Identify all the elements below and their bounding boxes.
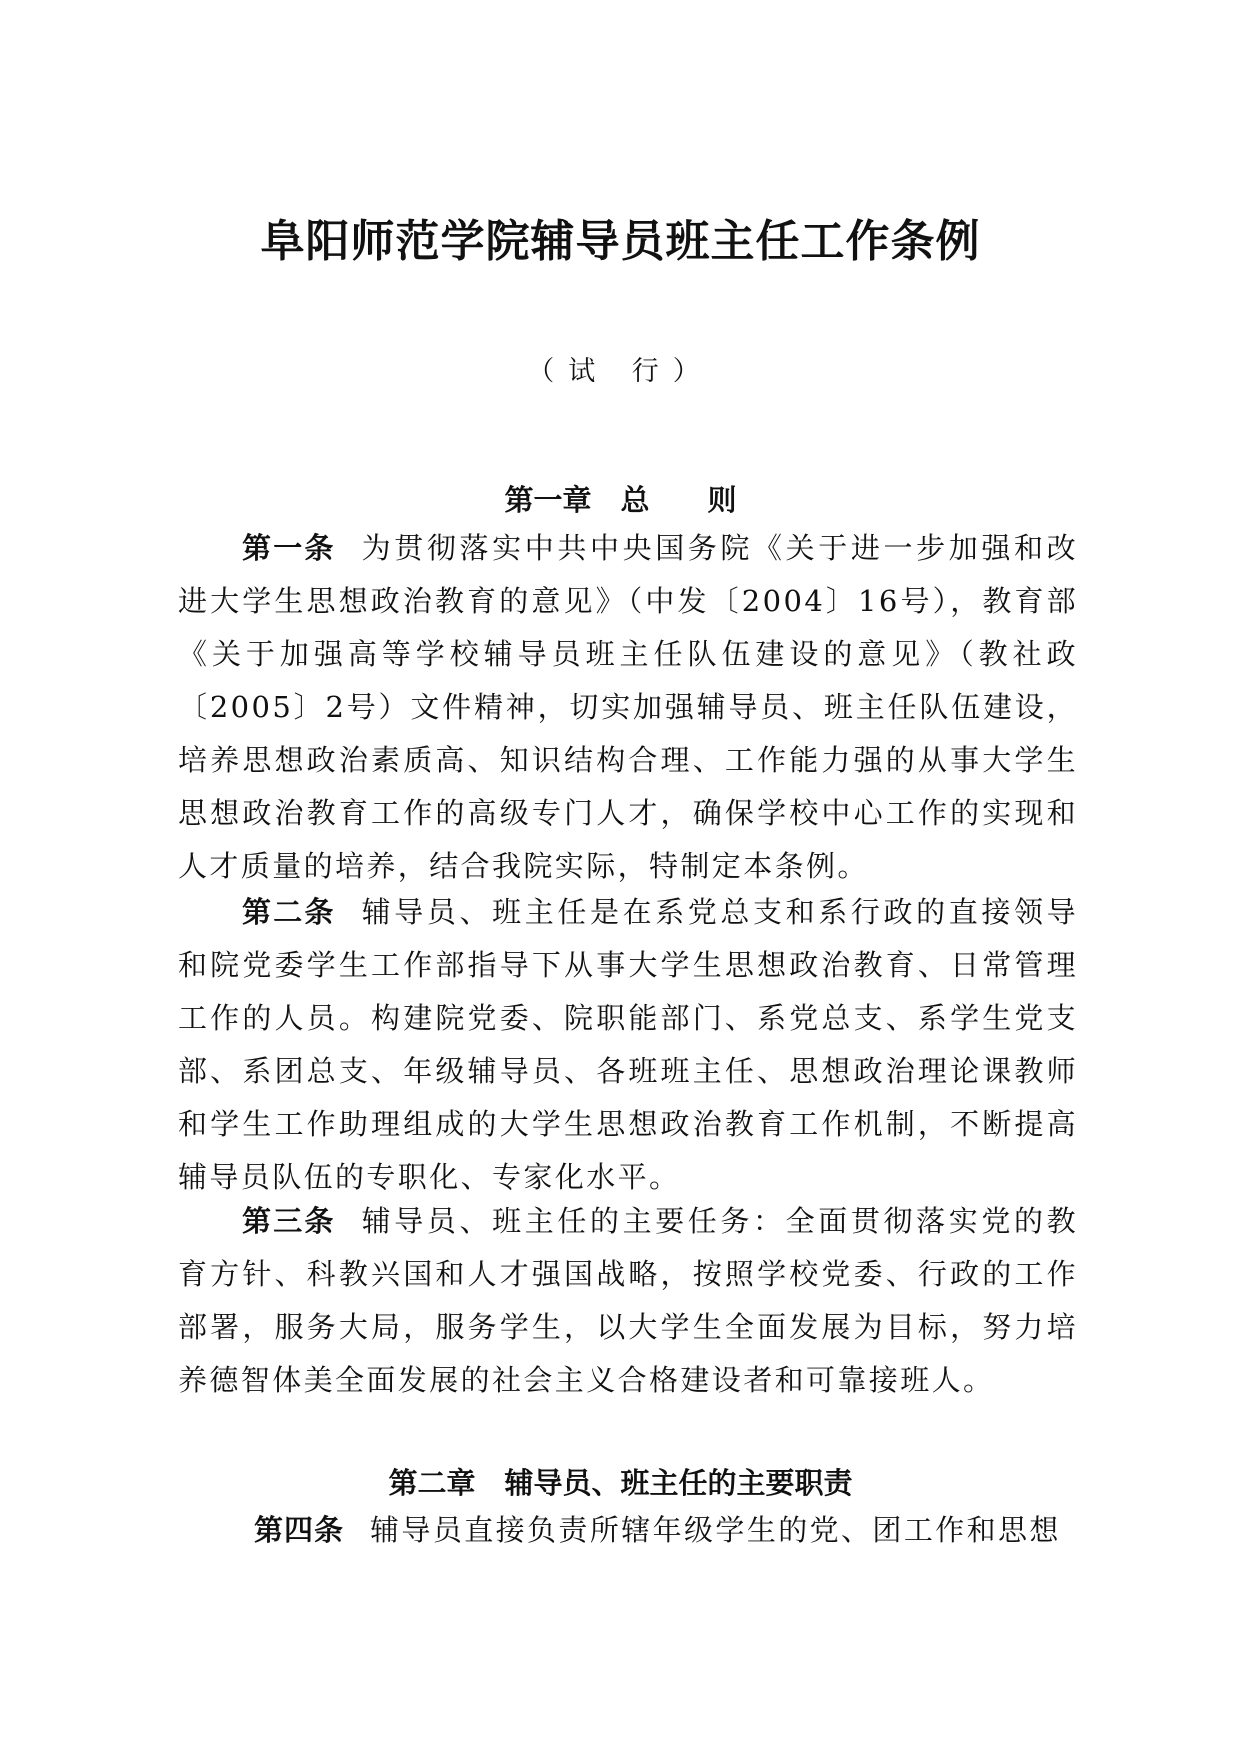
article-1-label: 第一条 xyxy=(242,531,336,565)
article-1-text: 为贯彻落实中共中央国务院《关于进一步加强和改进大学生思想政治教育的意见》（中发〔2004〕16号），教育部《关于加强高等学校辅导员班主任队伍建设的意见》（教社政〔2005〕2号）文件精神，切实加强辅导员、班主任队伍建设，培养思想政治素质高、知识结构合理、工作能力强的从事大学生思想政治教育工作的高级专门人才，确保学校中心工作的实现和人才质量的培养，结合我院实际，特制定本条例。 xyxy=(178,531,1078,883)
document-title: 阜阳师范学院辅导员班主任工作条例 xyxy=(260,216,981,267)
article-1 xyxy=(178,522,1078,893)
chapter-1-heading: 第一章 总 则 xyxy=(504,483,737,517)
article-2 xyxy=(178,886,1078,1204)
article-3-label: 第三条 xyxy=(242,1204,336,1238)
article-2-text: 辅导员、班主任是在系党总支和系行政的直接领导和院党委学生工作部指导下从事大学生思想政治教育、日常管理工作的人员。构建院党委、院职能部门、系党总支、系学生党支部、系团总支、年级辅导员、各班班主任、思想政治理论课教师和学生工作助理组成的大学生思想政治教育工作机制，不断提高辅导员队伍的专职化、专家化水平。 xyxy=(178,895,1078,1194)
article-2-label: 第二条 xyxy=(242,895,336,929)
document-subtitle: （试 行） xyxy=(527,356,714,387)
article-4 xyxy=(178,1504,1078,1557)
chapter-2-heading: 第二章 辅导员、班主任的主要职责 xyxy=(388,1466,853,1500)
article-3-text: 辅导员、班主任的主要任务：全面贯彻落实党的教育方针、科教兴国和人才强国战略，按照学校党委、行政的工作部署，服务大局，服务学生，以大学生全面发展为目标，努力培养德智体美全面发展的社会主义合格建设者和可靠接班人。 xyxy=(178,1204,1078,1397)
article-3 xyxy=(178,1195,1078,1407)
article-4-label: 第四条 xyxy=(254,1513,345,1547)
article-4-text: 辅导员直接负责所辖年级学生的党、团工作和思想 xyxy=(370,1513,1061,1547)
